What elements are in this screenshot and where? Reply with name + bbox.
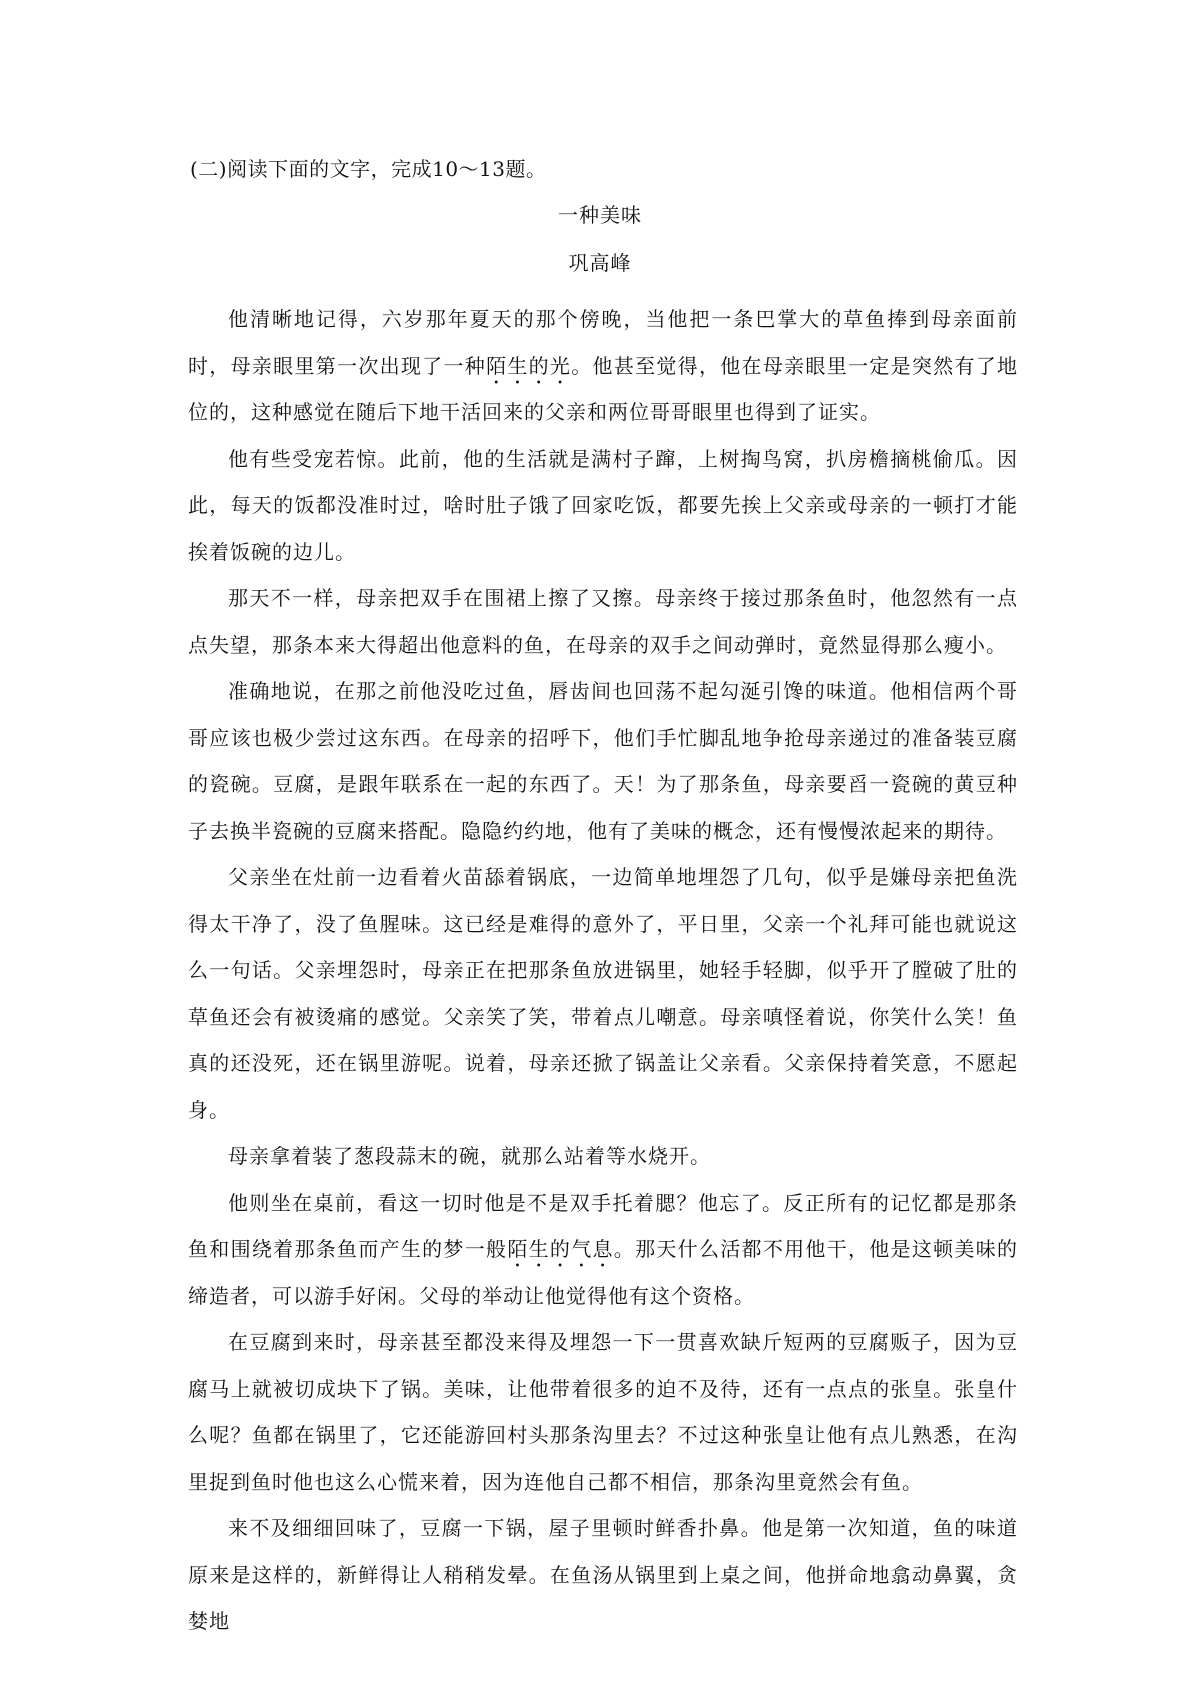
paragraph-5: 父亲坐在灶前一边看着火苗舔着锅底，一边简单地埋怨了几句，似乎是嫌母亲把鱼洗得太干净了，没了鱼腥味。这已经是难得的意外了，平日里，父亲一个礼拜可能也就说这么一句话。父亲埋怨时，母亲正在把那条鱼放进锅里，她轻手轻脚，似乎开了膛破了肚的草鱼还会有被烫痛的感觉。父亲笑了笑，带着点儿嘲意。母亲嗔怪着说，你笑什么笑！鱼真的还没死，还在锅里游呢。说着，母亲还掀了锅盖让父亲看。父亲保持着笑意，不愿起身。 [188, 865, 1018, 1122]
paragraph-8: 在豆腐到来时，母亲甚至都没来得及埋怨一下一贯喜欢缺斤短两的豆腐贩子，因为豆腐马上就被切成块下了锅。美味，让他带着很多的迫不及待，还有一点点的张皇。张皇什么呢？鱼都在锅里了，它还能游回村头那条沟里去？不过这种张皇让他有点儿熟悉，在沟里捉到鱼时他也这么心慌来着，因为连他自己都不相信，那条沟里竟然会有鱼。 [188, 1330, 1018, 1494]
paragraph-1-text-before: 他清晰地记得，六岁那年夏天的那个傍晚，当他把一条巴掌大的草鱼捧到母亲面前时，母亲眼里第一次出现了一种 [188, 307, 1018, 378]
paragraph-1-text-after: 。他甚至觉得，他在母亲眼里一定是突然有了地位的，这种感觉在随后下地干活回来的父亲和两位哥哥眼里也得到了证实。 [188, 353, 1019, 424]
paragraph-4: 准确地说，在那之前他没吃过鱼，唇齿间也回荡不起勾涎引馋的味道。他相信两个哥哥应该也极少尝过这东西。在母亲的招呼下，他们手忙脚乱地争抢母亲递过的准备装豆腐的瓷碗。豆腐，是跟年联系在一起的东西了。天！为了那条鱼，母亲要舀一瓷碗的黄豆种子去换半瓷碗的豆腐来搭配。隐隐约约地，他有了美味的概念，还有慢慢浓起来的期待。 [188, 679, 1018, 843]
paragraph-7 [188, 1180, 1018, 1320]
emphasized-phrase-2: 陌生的气息 [507, 1237, 614, 1261]
paragraph-7-text-after: 。那天什么活都不用他干，他是这顿美味的缔造者，可以游手好闲。父母的举动让他觉得他有这个资格。 [188, 1237, 1019, 1308]
paragraph-3: 那天不一样，母亲把双手在围裙上擦了又擦。母亲终于接过那条鱼时，他忽然有一点点失望，那条本来大得超出他意料的鱼，在母亲的双手之间动弹时，竟然显得那么瘦小。 [188, 586, 1018, 657]
emphasized-phrase-1: 陌生的光 [486, 353, 572, 378]
paragraph-9: 来不及细细回味了，豆腐一下锅，屋子里顿时鲜香扑鼻。他是第一次知道，鱼的味道原来是这样的，新鲜得让人稍稍发晕。在鱼汤从锅里到上桌之间，他拼命地翕动鼻翼，贪婪地 [188, 1516, 1018, 1633]
paragraph-2: 他有些受宠若惊。此前，他的生活就是满村子蹿，上树掏鸟窝，扒房檐摘桃偷瓜。因此，每天的饭都没准时过，啥时肚子饿了回家吃饭，都要先挨上父亲或母亲的一顿打才能挨着饭碗的边儿。 [188, 446, 1018, 564]
article-title: 一种美味 [558, 203, 642, 227]
paragraph-7-text-before: 他则坐在桌前，看这一切时他是不是双手托着腮？他忘了。反正所有的记忆都是那条鱼和围绕着那条鱼而产生的梦一般 [188, 1190, 1018, 1261]
reading-instruction: (二)阅读下面的文字，完成10～13题。 [190, 157, 547, 181]
paragraph-6: 母亲拿着装了葱段蒜末的碗，就那么站着等水烧开。 [228, 1144, 711, 1168]
article-author: 巩高峰 [568, 251, 632, 275]
paragraph-1 [188, 296, 1018, 436]
article-body [188, 296, 1018, 1645]
